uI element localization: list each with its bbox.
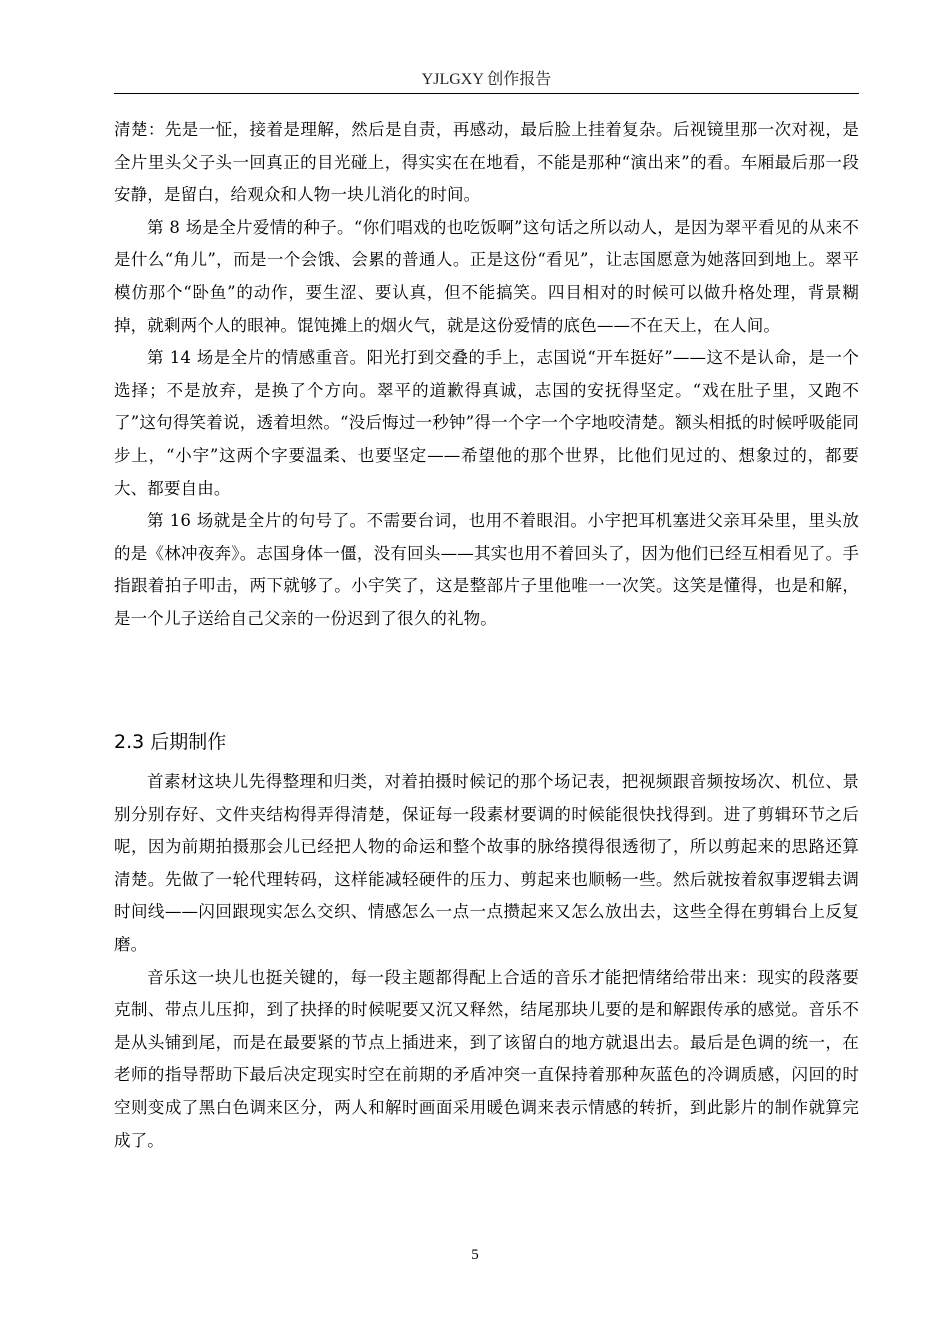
paragraph-scene-8: 第 8 场是全片爱情的种子。“你们唱戏的也吃饭啊”这句话之所以动人，是因为翠平看见的从来不是什么“角儿”，而是一个会饿、会累的普通人。正是这份“看见”，让志国愿意为她落回到地上。翠平模仿那个“卧鱼”的动作，要生涩、要认真，但不能搞笑。四目相对的时候可以做升格处理，背景糊掉，就剩两个人的眼神。馄饨摊上的烟火气，就是这份爱情的底色——不在天上，在人间。 (114, 217, 859, 335)
section-heading: 2.3 后期制作 (114, 731, 227, 753)
section-body-top (114, 114, 859, 636)
page-number: 5 (471, 1247, 479, 1263)
running-header: YJLGXY 创作报告 (421, 71, 552, 88)
section-body-post-production (114, 766, 859, 1157)
paragraph-music-color: 音乐这一块儿也挺关键的，每一段主题都得配上合适的音乐才能把情绪给带出来：现实的段落要克制、带点儿压抑，到了抉择的时候呢要又沉又释然，结尾那块儿要的是和解跟传承的感觉。音乐不是从头铺到尾，而是在最要紧的节点上插进来，到了该留白的地方就退出去。最后是色调的统一，在老师的指导帮助下最后决定现实时空在前期的矛盾冲突一直保持着那种灰蓝色的冷调质感，闪回的时空则变成了黑白色调来区分，两人和解时画面采用暖色调来表示情感的转折，到此影片的制作就算完成了。 (114, 967, 859, 1150)
paragraph-continued: 清楚：先是一怔，接着是理解，然后是自责，再感动，最后脸上挂着复杂。后视镜里那一次对视，是全片里头父子头一回真正的目光碰上，得实实在在地看，不能是那种“演出来”的看。车厢最后那一段安静，是留白，给观众和人物一块儿消化的时间。 (114, 120, 859, 205)
paragraph-editing: 首素材这块儿先得整理和归类，对着拍摄时候记的那个场记表，把视频跟音频按场次、机位、景别分别存好、文件夹结构得弄得清楚，保证每一段素材要调的时候能很快找得到。进了剪辑环节之后呢，因为前期拍摄那会儿已经把人物的命运和整个故事的脉络摸得很透彻了，所以剪起来的思路还算清楚。先做了一轮代理转码，这样能减轻硬件的压力、剪起来也顺畅一些。然后就按着叙事逻辑去调时间线——闪回跟现实怎么交织、情感怎么一点一点攒起来又怎么放出去，这些全得在剪辑台上反复磨。 (114, 772, 859, 954)
paragraph-scene-16: 第 16 场就是全片的句号了。不需要台词，也用不着眼泪。小宇把耳机塞进父亲耳朵里，里头放的是《林冲夜奔》。志国身体一僵，没有回头——其实也用不着回头了，因为他们已经互相看见了。手指跟着拍子叩击，两下就够了。小宇笑了，这是整部片子里他唯一一次笑。这笑是懂得，也是和解，是一个儿子送给自己父亲的一份迟到了很久的礼物。 (114, 511, 859, 628)
paragraph-scene-14: 第 14 场是全片的情感重音。阳光打到交叠的手上，志国说“开车挺好”——这不是认命，是一个选择；不是放弃，是换了个方向。翠平的道歉得真诚，志国的安抚得坚定。“戏在肚子里，又跑不了”这句得笑着说，透着坦然。“没后悔过一秒钟”得一个字一个字地咬清楚。额头相抵的时候呼吸能同步上，“小宇”这两个字要温柔、也要坚定——希望他的那个世界，比他们见过的、想象过的，都要大、都要自由。 (114, 348, 859, 498)
header-rule (114, 93, 859, 94)
